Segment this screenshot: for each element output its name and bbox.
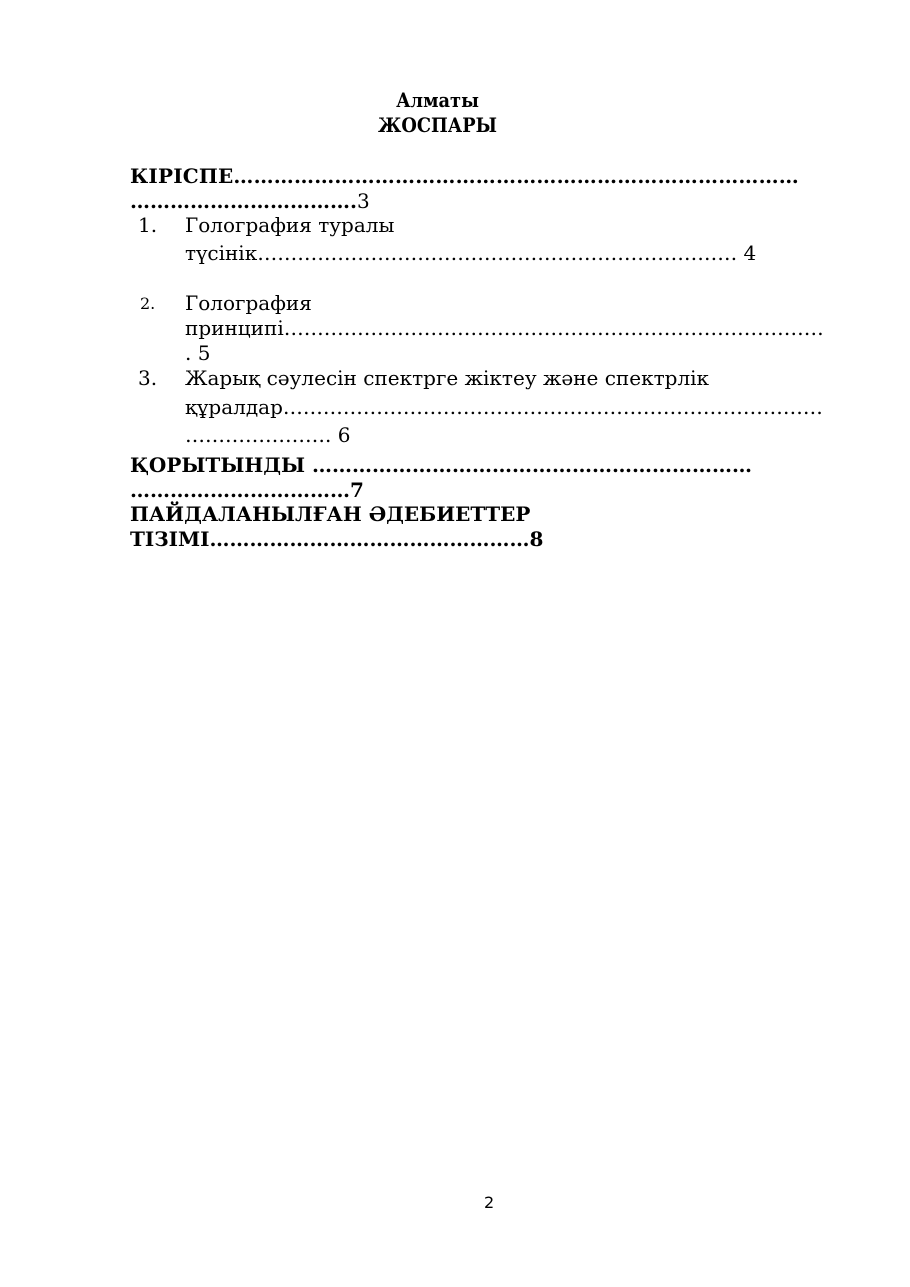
toc-intro-line2 [130, 189, 370, 213]
toc-item-number: 1. [138, 213, 158, 237]
toc-item-page: . 5 [185, 341, 211, 365]
city-name: Алматы [396, 88, 479, 112]
toc-intro-dots: ……………………………. [130, 189, 357, 213]
page-number: 2 [484, 1193, 495, 1212]
toc-item-page: …………………. 6 [185, 423, 351, 447]
page-title: ЖОСПАРЫ [378, 113, 497, 137]
toc-conclusion-line2: ……………………………7 [130, 478, 364, 502]
toc-references-line2: ТІЗІМІ…………………………………………8 [130, 527, 544, 551]
toc-item-dots: құралдар……………………………………………………………………… [185, 395, 823, 419]
toc-item-number: 2. [140, 294, 156, 313]
toc-item-title: Голография [185, 291, 312, 315]
toc-item-dots: принципі……………………………………………………………………… [185, 316, 824, 340]
toc-references-line1: ПАЙДАЛАНЫЛҒАН ӘДЕБИЕТТЕР [130, 502, 531, 526]
toc-item-number: 3. [138, 366, 158, 390]
toc-item-dots: түсінік……………………………………………………………… 4 [185, 241, 757, 265]
toc-conclusion-line1: ҚОРЫТЫНДЫ ………………………………………………………… [130, 453, 753, 477]
toc-item-title: Голография туралы [185, 213, 395, 237]
toc-item-title: Жарық сәулесін спектрге жіктеу және спектрлік [185, 366, 710, 390]
toc-intro-page: 3 [356, 189, 370, 213]
toc-intro-line1: КІРІСПЕ………………………………………………………………………… [130, 164, 799, 188]
